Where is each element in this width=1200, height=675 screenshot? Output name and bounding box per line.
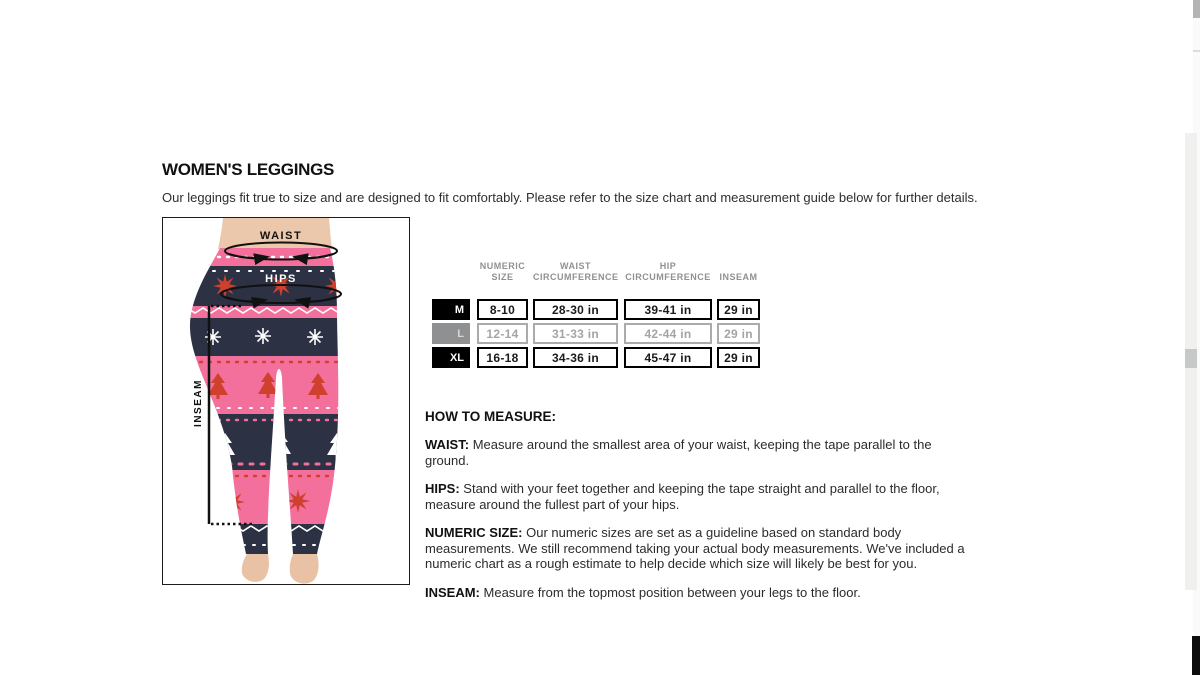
leggings-illustration	[163, 218, 409, 584]
size-chart-header-row	[432, 261, 760, 283]
measure-numeric-size-text: Our numeric sizes are set as a guideline based on standard body measurements. We still recommend taking your actual body measurements. We've included a numeric chart as a rough estimate to help decide which size will likely be best for you.	[425, 525, 965, 571]
bottom-right-black-bar	[1192, 636, 1200, 675]
measure-inseam-paragraph	[425, 585, 973, 601]
page-subtitle: Our leggings fit true to size and are designed to fit comfortably. Please refer to the size chart and measurement guide below for further details.	[162, 190, 978, 205]
header-numeric-size: NUMERIC SIZE	[479, 261, 526, 282]
waist-label: WAIST	[259, 230, 303, 242]
cell-inseam: 29 in	[717, 347, 760, 368]
cell-hip: 42-44 in	[624, 323, 712, 344]
measure-waist-paragraph	[425, 437, 973, 468]
measure-waist-text: Measure around the smallest area of your waist, keeping the tape parallel to the ground.	[425, 437, 932, 468]
how-to-measure-section	[425, 409, 987, 600]
header-waist-circumference: WAIST CIRCUMFERENCE	[533, 261, 619, 282]
cell-hip: 45-47 in	[624, 347, 712, 368]
measure-numeric-size-paragraph	[425, 525, 973, 572]
size-tag-xl[interactable]: XL	[432, 347, 470, 368]
cell-waist: 28-30 in	[533, 299, 618, 320]
page-title: WOMEN'S LEGGINGS	[162, 160, 335, 179]
cell-inseam: 29 in	[717, 323, 760, 344]
header-hip-circumference: HIP CIRCUMFERENCE	[625, 261, 711, 282]
scrollbar-divider-line	[1193, 50, 1200, 52]
measure-waist-label: WAIST:	[425, 437, 470, 452]
measurement-diagram	[162, 217, 410, 585]
cell-numeric: 12-14	[477, 323, 528, 344]
cell-inseam: 29 in	[717, 299, 760, 320]
inseam-label: INSEAM	[193, 379, 204, 427]
measure-inseam-label: INSEAM:	[425, 584, 480, 600]
size-row-m	[432, 299, 760, 320]
size-tag-m[interactable]: M	[432, 299, 470, 320]
cell-hip: 39-41 in	[624, 299, 712, 320]
cell-waist: 34-36 in	[533, 347, 618, 368]
size-row-l	[432, 323, 760, 344]
cell-waist: 31-33 in	[533, 323, 618, 344]
cell-numeric: 8-10	[477, 299, 528, 320]
measure-hips-label: HIPS:	[425, 481, 460, 496]
cell-numeric: 16-18	[477, 347, 528, 368]
size-tag-l[interactable]: L	[432, 323, 470, 344]
inner-scrollbar-thumb[interactable]	[1185, 349, 1197, 368]
measure-hips-paragraph	[425, 481, 973, 512]
size-row-xl	[432, 347, 760, 368]
how-to-measure-heading: HOW TO MEASURE:	[425, 409, 556, 424]
size-chart	[432, 261, 760, 371]
measure-numeric-size-label: NUMERIC SIZE:	[425, 525, 523, 540]
hips-label: HIPS	[265, 273, 297, 285]
header-inseam: INSEAM	[719, 272, 758, 282]
measure-hips-text: Stand with your feet together and keeping the tape straight and parallel to the floor, measure around the fullest part of your hips.	[425, 481, 940, 512]
browser-scrollbar-thumb[interactable]	[1193, 0, 1200, 18]
measure-inseam-text: Measure from the topmost position between your legs to the floor.	[483, 584, 861, 600]
